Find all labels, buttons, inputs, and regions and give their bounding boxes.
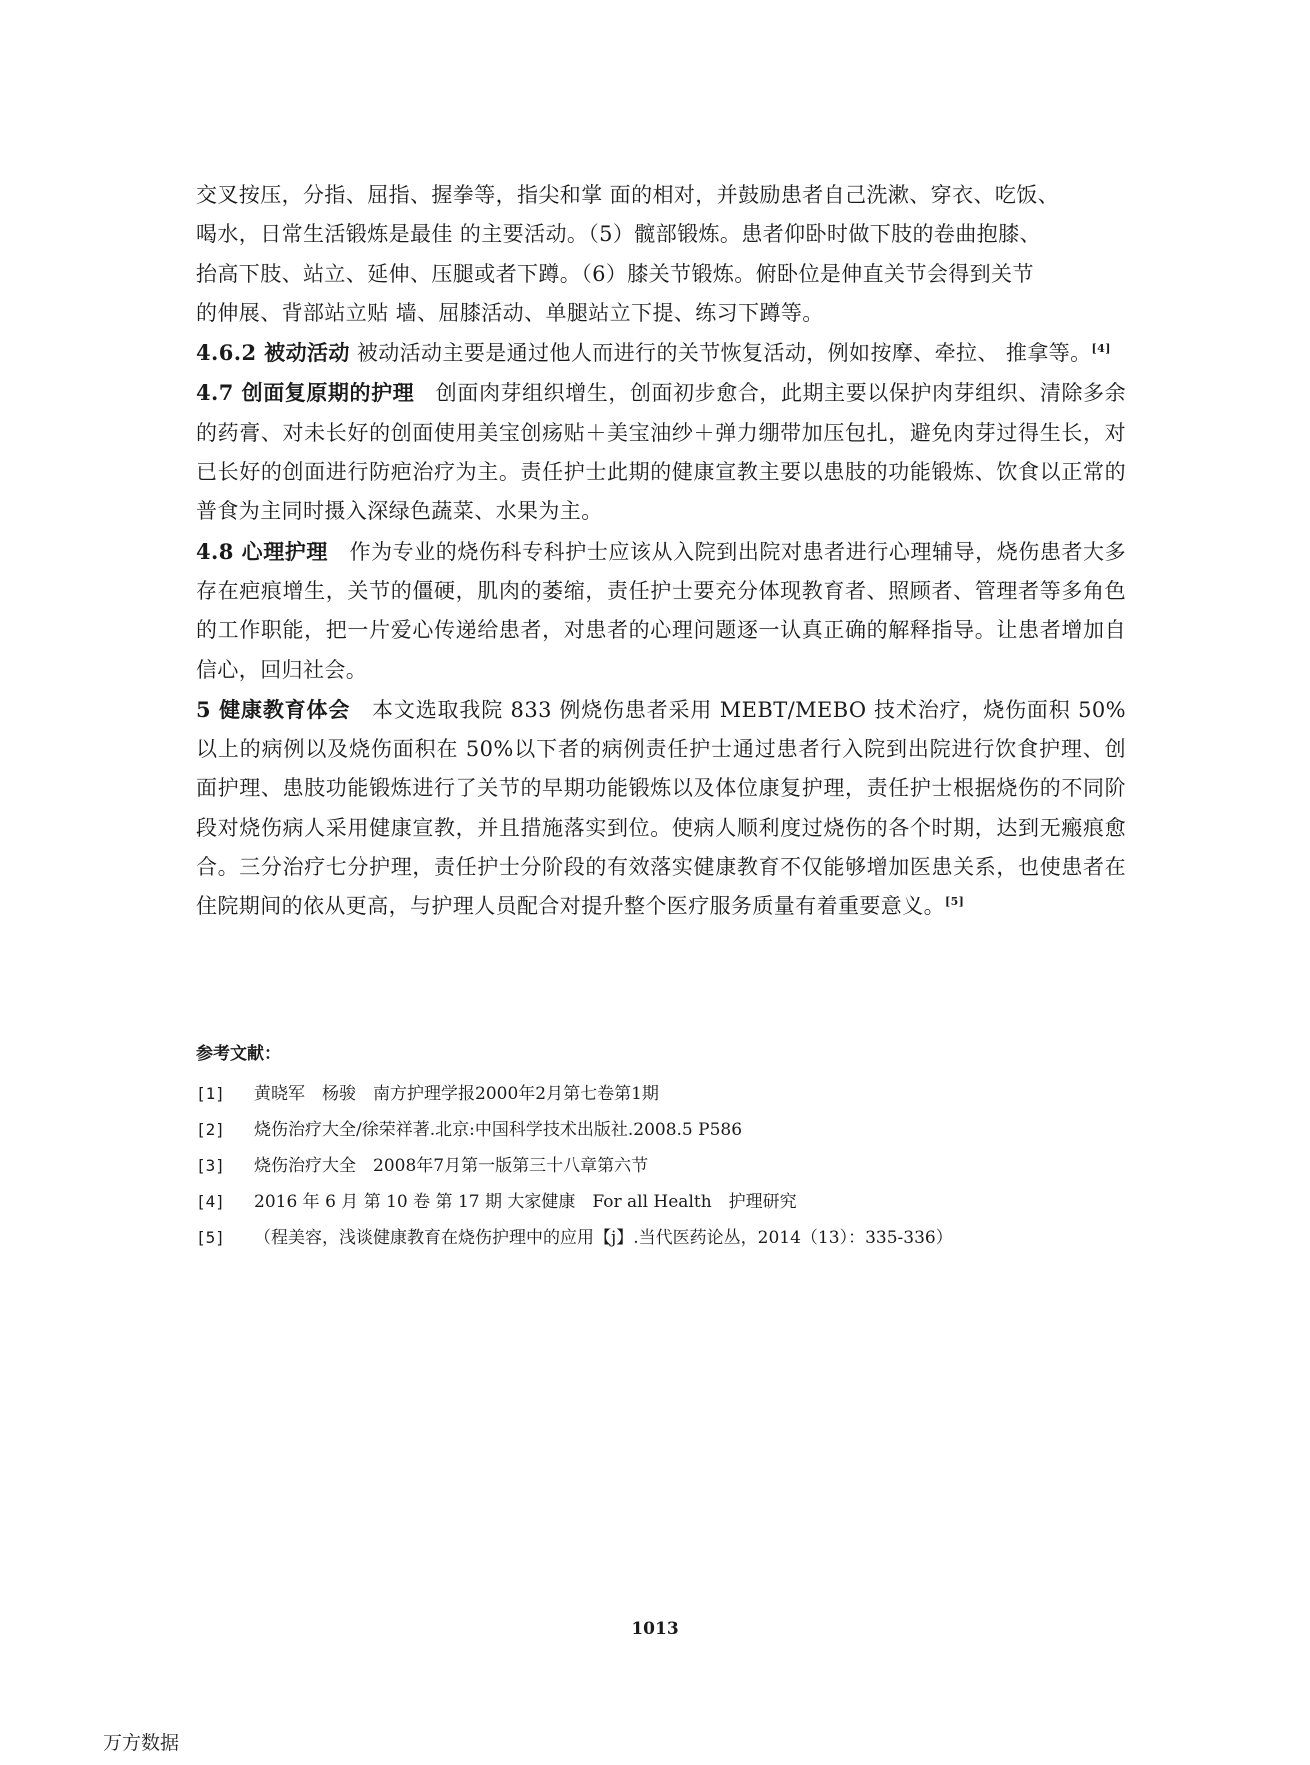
page-number: 1013 xyxy=(631,1619,679,1639)
reference-text: 烧伤治疗大全/徐荣祥著.北京:中国科学技术出版社.2008.5 P586 xyxy=(254,1120,743,1140)
section-text: 本文选取我院 833 例烧伤患者采用 MEBT/MEBO 技术治疗，烧伤面积 50%以上的病例以及烧伤面积在 50%以下者的病例责任护士通过患者行入院到出院进行饮食护理、创面护理、患肢功能锻炼进行了关节的早期功能锻炼以及体位康复护理，责任护士根据烧伤的不同阶段对烧伤病人采用健康宣教，并且措施落实到位。使病人顺利度过烧伤的各个时期，达到无瘢痕愈合。三分治疗七分护理，责任护士分阶段的有效落实健康教育不仅能够增加医患关系，也使患者在住院期间的依从更高，与护理人员配合对提升整个医疗服务质量有着重要意义。 xyxy=(196,697,1126,919)
section-5 xyxy=(196,690,1126,927)
reference-number: [5] xyxy=(196,1228,225,1247)
reference-item xyxy=(196,1112,1136,1148)
references-title: 参考文献： xyxy=(196,1044,281,1064)
section-heading: 4.7 创面复原期的护理 xyxy=(196,380,415,406)
reference-item xyxy=(196,1148,1136,1184)
reference-number: [1] xyxy=(196,1084,225,1103)
section-4-6-2 xyxy=(196,333,1126,373)
citation-marker: [4] xyxy=(1091,342,1111,356)
section-text: 被动活动主要是通过他人而进行的关节恢复活动，例如按摩、牵拉、 推拿等。 xyxy=(349,341,1092,366)
reference-item xyxy=(196,1076,1136,1112)
reference-text: 2016 年 6 月 第 10 卷 第 17 期 大家健康 For all Health 护理研究 xyxy=(254,1192,797,1212)
reference-number: [2] xyxy=(196,1120,225,1139)
text-line: 抬高下肢、站立、延伸、压腿或者下蹲。（6）膝关节锻炼。俯卧位是伸直关节会得到关节 xyxy=(196,261,1034,286)
section-heading: 4.6.2 被动活动 xyxy=(196,340,350,366)
source-watermark: 万方数据 xyxy=(103,1732,180,1754)
text-line: 交叉按压，分指、屈指、握拳等，指尖和掌 面的相对，并鼓励患者自己洗漱、穿衣、吃饭、 xyxy=(196,183,1060,207)
section-4-8 xyxy=(196,532,1126,690)
reference-item xyxy=(196,1220,1136,1256)
section-text: 创面肉芽组织增生，创面初步愈合，此期主要以保护肉芽组织、清除多余的药膏、对未长好的创面使用美宝创疡贴＋美宝油纱＋弹力绷带加压包扎，避免肉芽过得生长，对已长好的创面进行防疤治疗为主。责任护士此期的健康宣教主要以患肢的功能锻炼、饮食以正常的普食为主同时摄入深绿色蔬菜、水果为主。 xyxy=(196,381,1126,524)
references-section xyxy=(196,1036,1136,1256)
reference-text: （程美容，浅谈健康教育在烧伤护理中的应用【j】.当代医药论丛，2014（13）：335-336） xyxy=(254,1228,953,1248)
reference-number: [4] xyxy=(196,1192,225,1211)
reference-text: 烧伤治疗大全 2008年7月第一版第三十八章第六节 xyxy=(254,1156,649,1176)
section-text: 作为专业的烧伤科专科护士应该从入院到出院对患者进行心理辅导，烧伤患者大多存在疤痕增生，关节的僵硬，肌肉的萎缩，责任护士要充分体现教育者、照顾者、管理者等多角色的工作职能，把一片爱心传递给患者，对患者的心理问题逐一认真正确的解释指导。让患者增加自信心，回归社会。 xyxy=(196,539,1127,682)
reference-text: 黄晓军 杨骏 南方护理学报2000年2月第七卷第1期 xyxy=(254,1084,659,1104)
text-line: 喝水，日常生活锻炼是最佳 的主要活动。（5）髋部锻炼。患者仰卧时做下肢的卷曲抱膝、 xyxy=(196,222,1041,247)
section-heading: 5 健康教育体会 xyxy=(196,696,351,722)
reference-item xyxy=(196,1184,1136,1220)
citation-marker: [5] xyxy=(945,895,965,909)
section-heading: 4.8 心理护理 xyxy=(196,538,328,564)
reference-number: [3] xyxy=(196,1156,225,1175)
section-4-7 xyxy=(196,373,1126,531)
body-text xyxy=(196,176,1126,927)
text-line: 的伸展、背部站立贴 墙、屈膝活动、单腿站立下提、练习下蹲等。 xyxy=(196,300,824,325)
paragraph-limb-exercise xyxy=(196,176,1126,333)
